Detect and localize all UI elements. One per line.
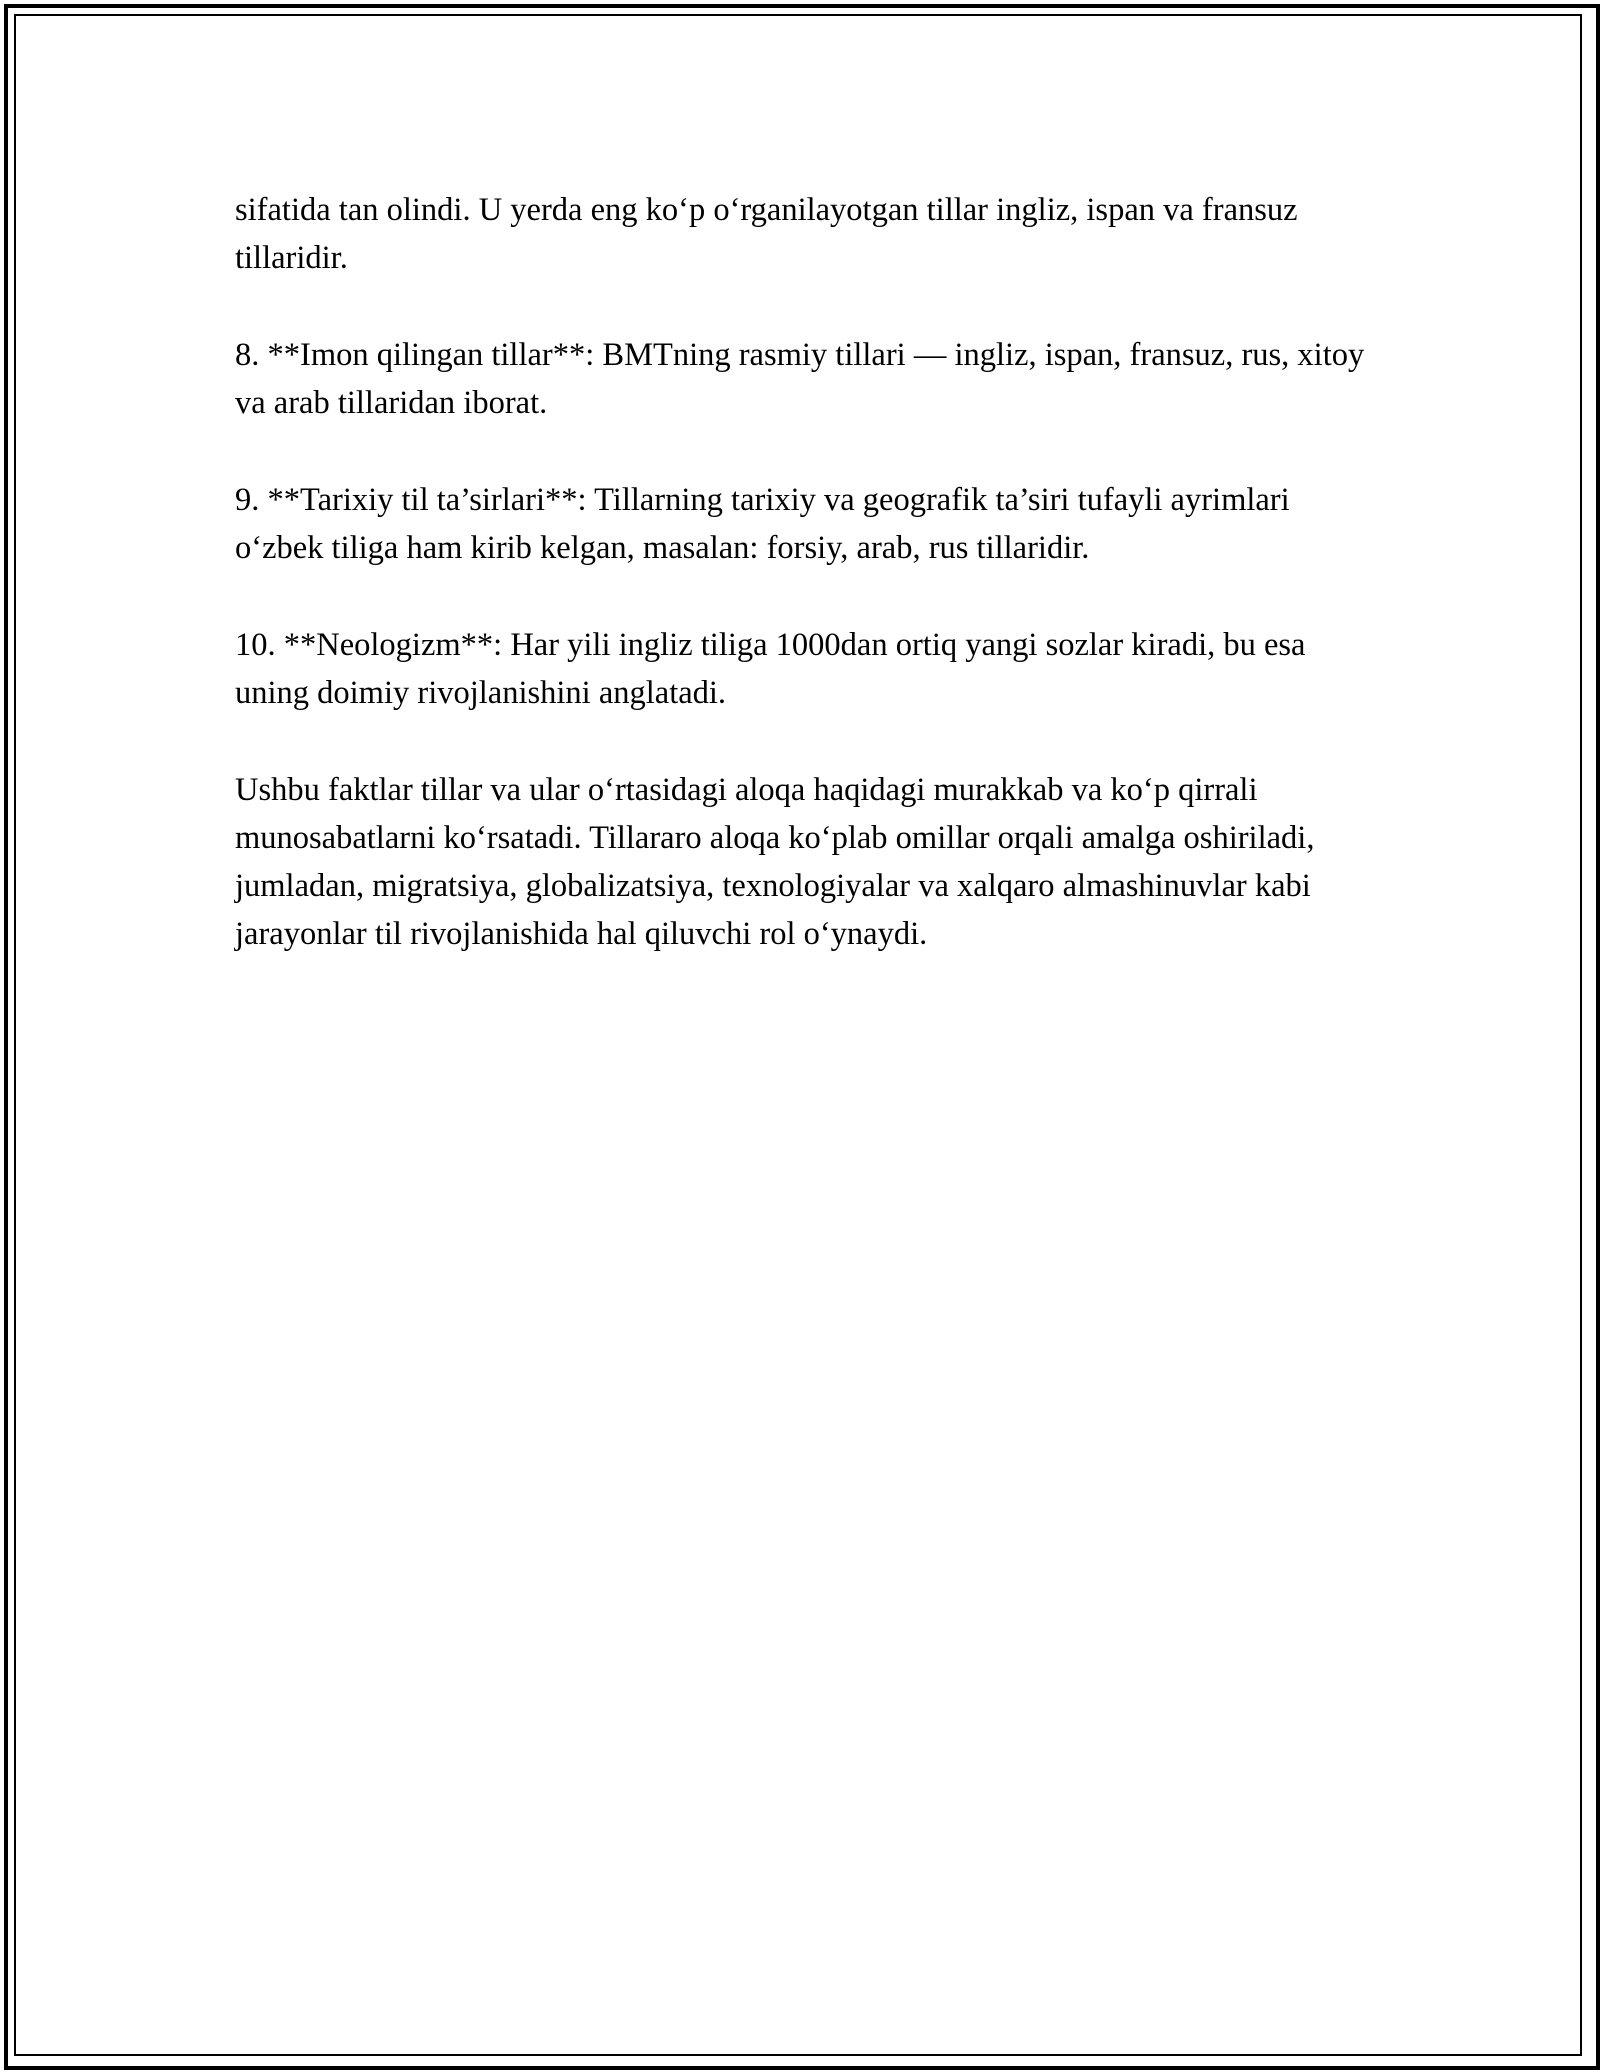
list-item-10: 10. **Neologizm**: Har yili ingliz tiliga 1000dan ortiq yangi sozlar kiradi, bu esa uning doimiy rivojlanishini anglatadi. xyxy=(235,626,1306,711)
paragraph-continuation: sifatida tan olindi. U yerda eng ko‘p o‘rganilayotgan tillar ingliz, ispan va fransuz tillaridir. xyxy=(235,192,1298,277)
list-item-8: 8. **Imon qilingan tillar**: BMTning rasmiy tillari — ingliz, ispan, fransuz, rus, xitoy va arab tillaridan iborat. xyxy=(235,336,1365,422)
document-body xyxy=(235,186,1370,1007)
list-item-9: 9. **Tarixiy til ta’sirlari**: Tillarning tarixiy va geografik ta’siri tufayli ayrimlari o‘zbek tiliga ham kirib kelgan, masalan: forsiy, arab, rus tillaridir. xyxy=(235,481,1290,567)
conclusion-paragraph: Ushbu faktlar tillar va ular o‘rtasidagi aloqa haqidagi murakkab va ko‘p qirrali munosabatlarni ko‘rsatadi. Tillararo aloqa ko‘plab omillar orqali amalga oshiriladi, jumladan, migratsiya, globalizatsiya, texnologiyalar va xalqaro almashinuvlar kabi jarayonlar til rivojlanishida hal qiluvchi rol o‘ynaydi. xyxy=(235,771,1315,953)
